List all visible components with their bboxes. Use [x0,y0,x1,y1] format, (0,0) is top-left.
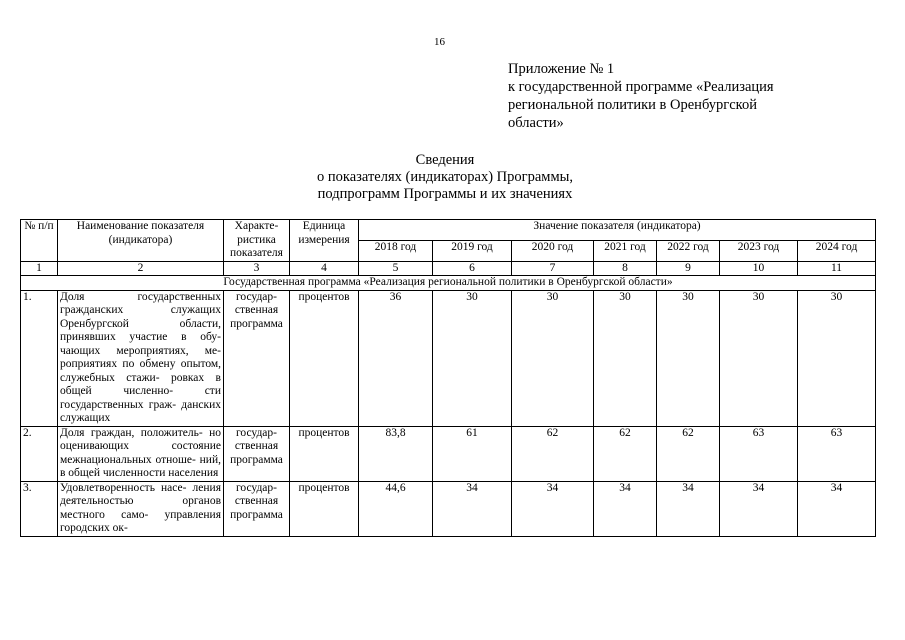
header-values-group: Значение показателя (индикатора) [359,220,876,241]
row-value: 61 [433,426,512,481]
column-number: 6 [433,261,512,276]
row-value: 30 [720,290,798,426]
page-number: 16 [434,36,445,48]
header-year: 2020 год [512,240,594,261]
row-num: 3. [21,481,58,536]
row-value: 30 [798,290,876,426]
row-value: 30 [657,290,720,426]
row-num: 2. [21,426,58,481]
row-value: 34 [594,481,657,536]
column-number: 4 [290,261,359,276]
header-num: № п/п [21,220,58,262]
column-number: 10 [720,261,798,276]
row-value: 63 [798,426,876,481]
header-characteristic: Характе- ристика показателя [224,220,290,262]
row-value: 34 [433,481,512,536]
header-year: 2022 год [657,240,720,261]
row-value: 30 [512,290,594,426]
column-number: 3 [224,261,290,276]
appendix-line: региональной политики в Оренбургской [508,97,757,113]
header-year: 2023 год [720,240,798,261]
indicators-table [20,219,876,537]
row-value: 44,6 [359,481,433,536]
header-year: 2024 год [798,240,876,261]
row-value: 34 [720,481,798,536]
appendix-line: к государственной программе «Реализация [508,79,774,95]
header-row [21,220,876,241]
header-year: 2021 год [594,240,657,261]
row-characteristic: государ- ственная программа [224,426,290,481]
appendix-line: Приложение № 1 [508,61,615,77]
row-indicator-name: Доля граждан, положитель- но оценивающих состояние межнациональных отноше- ний, в общей численности населения [58,426,224,481]
heading-line: о показателях (индикаторах) Программы, [317,169,573,185]
row-value: 36 [359,290,433,426]
section-title: Государственная программа «Реализация региональной политики в Оренбургской области» [21,276,876,291]
heading-line: подпрограмм Программы и их значениях [317,186,573,202]
column-number: 7 [512,261,594,276]
row-indicator-name: Доля государственных гражданских служащих Оренбургской области, принявших участие в обу- чающих мероприятиях, ме- роприятиях по обмену опытом, служебных стажи- ровках в общей численно- сти государственных граж- данских служащих [58,290,224,426]
row-indicator-name: Удовлетворенность насе- ления деятельностью органов местного само- управления городских ок- [58,481,224,536]
table-row [21,290,876,426]
column-number: 9 [657,261,720,276]
row-value: 63 [720,426,798,481]
header-year: 2019 год [433,240,512,261]
column-number: 1 [21,261,58,276]
row-value: 62 [657,426,720,481]
row-num: 1. [21,290,58,426]
column-number: 5 [359,261,433,276]
row-value: 34 [798,481,876,536]
column-number: 2 [58,261,224,276]
appendix-note [508,60,774,132]
row-value: 30 [433,290,512,426]
row-unit: процентов [290,290,359,426]
document-heading [200,152,690,203]
row-value: 83,8 [359,426,433,481]
row-value: 62 [512,426,594,481]
header-name: Наименование показателя (индикатора) [58,220,224,262]
header-unit: Единица измерения [290,220,359,262]
table-row [21,481,876,536]
section-row [21,276,876,291]
row-value: 34 [657,481,720,536]
table-row [21,426,876,481]
row-characteristic: государ- ственная программа [224,481,290,536]
row-value: 34 [512,481,594,536]
column-number: 8 [594,261,657,276]
column-number: 11 [798,261,876,276]
row-characteristic: государ- ственная программа [224,290,290,426]
appendix-line: области» [508,115,564,131]
column-numbers-row [21,261,876,276]
heading-line: Сведения [415,152,475,168]
row-unit: процентов [290,426,359,481]
row-value: 62 [594,426,657,481]
row-unit: процентов [290,481,359,536]
row-value: 30 [594,290,657,426]
header-year: 2018 год [359,240,433,261]
